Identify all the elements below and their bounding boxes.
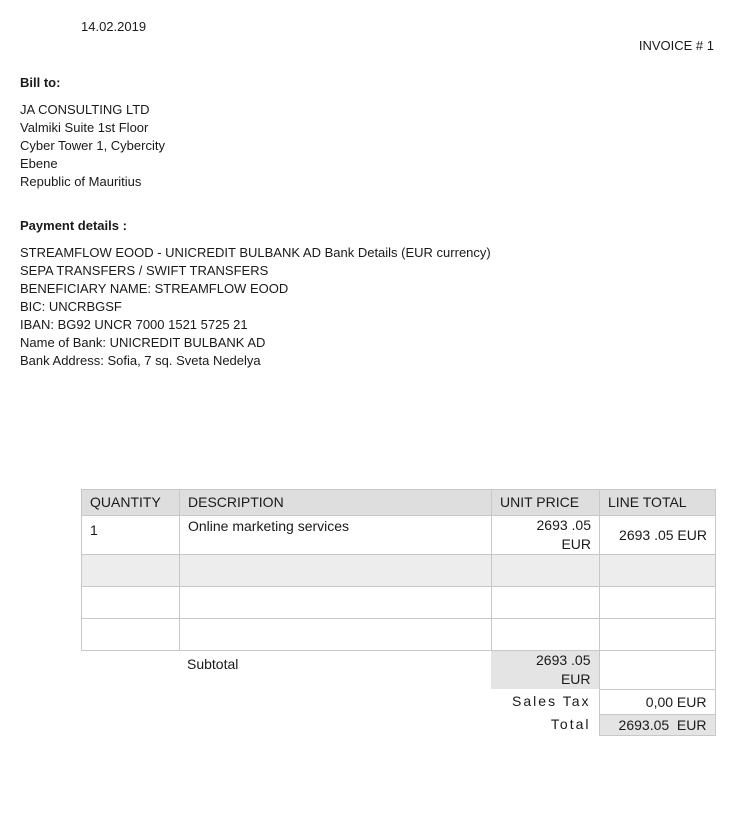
sales-tax-row <box>81 689 715 714</box>
payment-beneficiary: BENEFICIARY NAME: STREAMFLOW EOOD <box>20 281 289 296</box>
total-label: Total <box>550 716 591 732</box>
header-line-total: LINE TOTAL <box>600 490 716 516</box>
payment-bank-address: Bank Address: Sofia, 7 sq. Sveta Nedelya <box>20 353 261 368</box>
line-items-table <box>81 489 716 651</box>
bill-to-address <box>20 101 165 191</box>
payment-details-label: Payment details : <box>20 218 127 233</box>
bill-to-label: Bill to: <box>20 75 61 90</box>
sales-tax-value: 0,00 EUR <box>599 689 715 714</box>
total-value: 2693.05 EUR <box>599 714 715 735</box>
totals-table <box>81 651 716 736</box>
payment-bic: BIC: UNCRBGSF <box>20 299 122 314</box>
invoice-date: 14.02.2019 <box>81 19 147 34</box>
subtotal-amount: 2693 .05 <box>536 652 591 668</box>
header-description: DESCRIPTION <box>180 490 492 516</box>
bill-to-address-line: Valmiki Suite 1st Floor <box>20 120 149 135</box>
cell-quantity: 1 <box>82 516 180 555</box>
sales-tax-label: Sales Tax <box>512 693 591 709</box>
subtotal-amount-cell <box>491 651 599 689</box>
table-row <box>82 555 716 587</box>
payment-iban: IBAN: BG92 UNCR 7000 1521 5725 21 <box>20 317 248 332</box>
unit-price-amount: 2693 .05 <box>536 517 591 533</box>
bill-to-country: Republic of Mauritius <box>20 174 142 189</box>
payment-bank-name: Name of Bank: UNICREDIT BULBANK AD <box>20 335 266 350</box>
table-row <box>82 516 716 555</box>
subtotal-row <box>81 651 715 689</box>
table-header-row <box>82 490 716 516</box>
header-unit-price: UNIT PRICE <box>492 490 600 516</box>
subtotal-label: Subtotal <box>187 656 239 672</box>
cell-description: Online marketing services <box>180 516 492 555</box>
header-quantity: QUANTITY <box>82 490 180 516</box>
bill-to-city: Ebene <box>20 156 58 171</box>
payment-bank-details: STREAMFLOW EOOD - UNICREDIT BULBANK AD Bank Details (EUR currency) <box>20 245 491 260</box>
payment-transfer-type: SEPA TRANSFERS / SWIFT TRANSFERS <box>20 263 269 278</box>
table-row <box>82 587 716 619</box>
cell-line-total: 2693 .05 EUR <box>600 516 716 555</box>
unit-price-currency: EUR <box>561 536 591 552</box>
total-row <box>81 714 715 735</box>
bill-to-company: JA CONSULTING LTD <box>20 102 150 117</box>
invoice-number: INVOICE # 1 <box>638 38 714 53</box>
payment-details <box>20 244 491 370</box>
cell-unit-price <box>492 516 600 555</box>
bill-to-address-line: Cyber Tower 1, Cybercity <box>20 138 165 153</box>
subtotal-currency: EUR <box>560 671 591 687</box>
table-row <box>82 619 716 651</box>
